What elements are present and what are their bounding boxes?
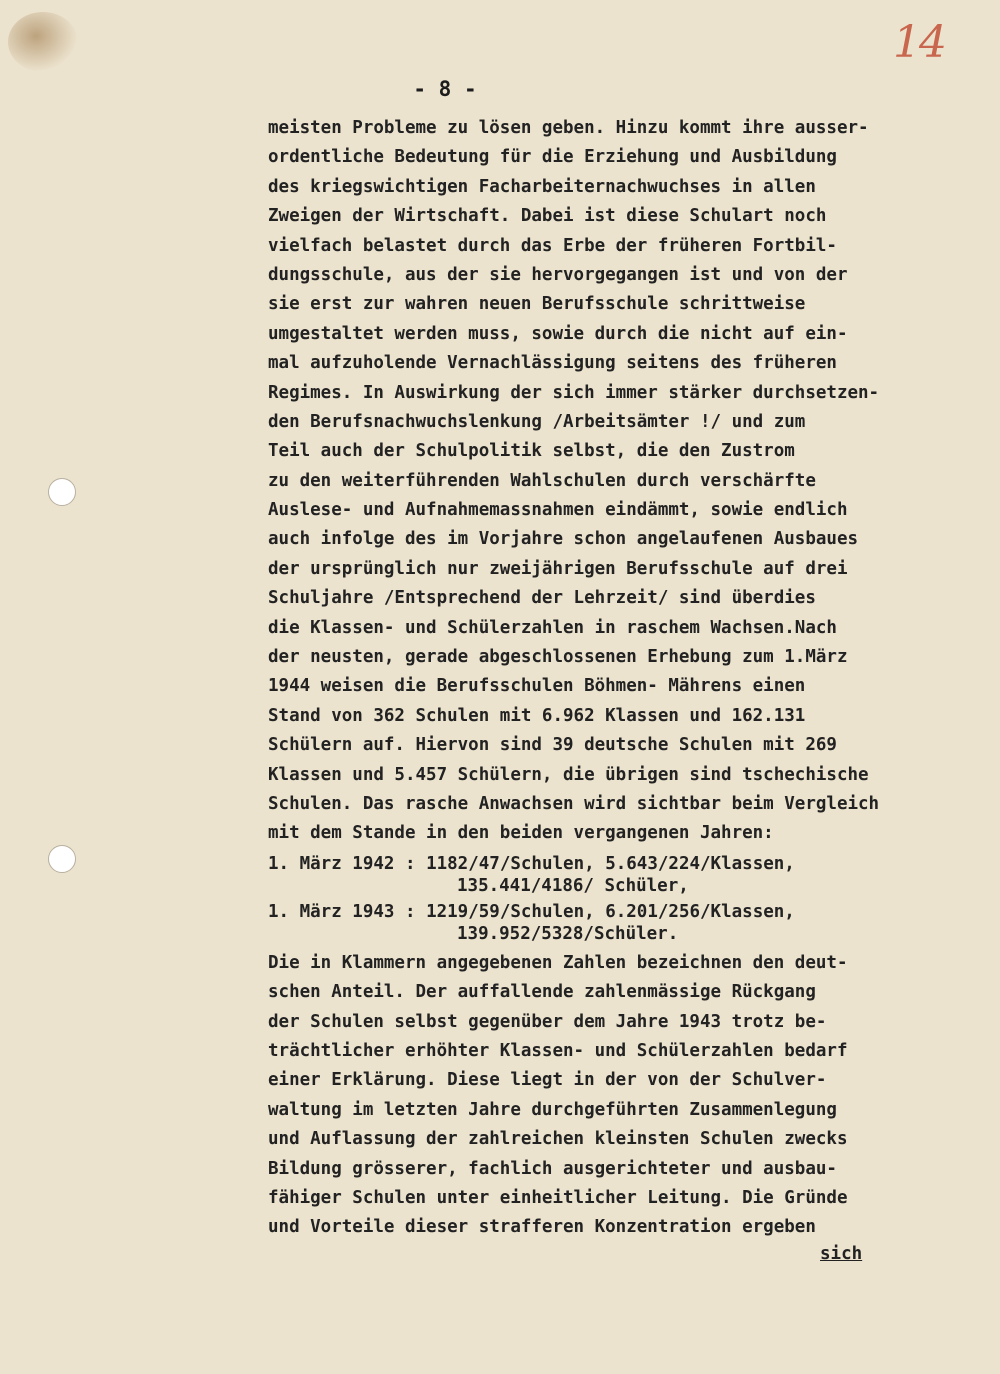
- page-number: - 8 -: [413, 77, 477, 101]
- stat-values: 1219/59/Schulen, 6.201/256/Klassen,: [426, 901, 795, 922]
- text-line: mal aufzuholende Vernachlässigung seitens des früheren: [268, 353, 837, 374]
- stat-values: 139.952/5328/Schüler.: [457, 923, 679, 944]
- stat-separator: :: [404, 853, 416, 874]
- punch-hole-top: [48, 478, 76, 506]
- text-line: der Schulen selbst gegenüber dem Jahre 1943 trotz be-: [268, 1011, 827, 1032]
- text-line: Schuljahre /Entsprechend der Lehrzeit/ sind überdies: [268, 588, 816, 609]
- text-line: schen Anteil. Der auffallende zahlenmässige Rückgang: [268, 982, 816, 1003]
- stat-date: 1. März 1942: [268, 853, 395, 874]
- text-line: trächtlicher erhöhter Klassen- und Schülerzahlen bedarf: [268, 1040, 848, 1061]
- text-line: Bildung grösserer, fachlich ausgerichteter und ausbau-: [268, 1158, 837, 1179]
- text-line: 1944 weisen die Berufsschulen Böhmen- Mährens einen: [268, 676, 806, 697]
- text-line: des kriegswichtigen Facharbeiternachwuchses in allen: [268, 176, 816, 197]
- text-line: sie erst zur wahren neuen Berufsschule schrittweise: [268, 294, 806, 315]
- punch-hole-bottom: [48, 845, 76, 873]
- text-line: umgestaltet werden muss, sowie durch die nicht auf ein-: [268, 323, 848, 344]
- statistics-1942: [268, 853, 988, 897]
- stat-values: 135.441/4186/ Schüler,: [457, 875, 689, 896]
- body-text: [268, 114, 988, 1243]
- text-line: der neusten, gerade abgeschlossenen Erhebung zum 1.März: [268, 647, 848, 668]
- text-line: zu den weiterführenden Wahlschulen durch verschärfte: [268, 470, 816, 491]
- text-line: Teil auch der Schulpolitik selbst, die den Zustrom: [268, 441, 795, 462]
- paragraph-1: [268, 114, 988, 849]
- text-line: Schulen. Das rasche Anwachsen wird sichtbar beim Vergleich: [268, 793, 880, 814]
- folio-number: 14: [893, 17, 945, 68]
- text-line: den Berufsnachwuchslenkung /Arbeitsämter !/ und zum: [268, 411, 806, 432]
- paragraph-2: [268, 949, 988, 1243]
- text-line: Zweigen der Wirtschaft. Dabei ist diese Schulart noch: [268, 206, 827, 227]
- text-line: Klassen und 5.457 Schülern, die übrigen sind tschechische: [268, 764, 869, 785]
- text-line: ordentliche Bedeutung für die Erziehung und Ausbildung: [268, 147, 837, 168]
- text-line: Regimes. In Auswirkung der sich immer stärker durchsetzen-: [268, 382, 880, 403]
- text-line: fähiger Schulen unter einheitlicher Leitung. Die Gründe: [268, 1187, 848, 1208]
- text-line: Schülern auf. Hiervon sind 39 deutsche Schulen mit 269: [268, 735, 837, 756]
- text-line: Stand von 362 Schulen mit 6.962 Klassen und 162.131: [268, 705, 806, 726]
- text-line: Die in Klammern angegebenen Zahlen bezeichnen den deut-: [268, 952, 848, 973]
- text-line: mit dem Stande in den beiden vergangenen Jahren:: [268, 823, 774, 844]
- text-line: waltung im letzten Jahre durchgeführten Zusammenlegung: [268, 1099, 837, 1120]
- paper-stain: [8, 12, 78, 72]
- text-line: der ursprünglich nur zweijährigen Berufsschule auf drei: [268, 558, 848, 579]
- text-line: dungsschule, aus der sie hervorgegangen ist und von der: [268, 264, 848, 285]
- text-line: meisten Probleme zu lösen geben. Hinzu kommt ihre ausser-: [268, 118, 869, 138]
- catchword: sich: [820, 1244, 863, 1264]
- stat-values: 1182/47/Schulen, 5.643/224/Klassen,: [426, 853, 795, 874]
- text-line: und Auflassung der zahlreichen kleinsten Schulen zwecks: [268, 1129, 848, 1150]
- text-line: die Klassen- und Schülerzahlen in raschem Wachsen.Nach: [268, 617, 837, 638]
- stat-separator: :: [404, 901, 416, 922]
- text-line: vielfach belastet durch das Erbe der früheren Fortbil-: [268, 235, 837, 256]
- stat-date: 1. März 1943: [268, 901, 395, 922]
- text-line: auch infolge des im Vorjahre schon angelaufenen Ausbaues: [268, 529, 859, 550]
- statistics-1943: [268, 901, 988, 945]
- text-line: und Vorteile dieser strafferen Konzentration ergeben: [268, 1217, 816, 1238]
- text-line: Auslese- und Aufnahmemassnahmen eindämmt, sowie endlich: [268, 500, 848, 521]
- text-line: einer Erklärung. Diese liegt in der von der Schulver-: [268, 1070, 827, 1091]
